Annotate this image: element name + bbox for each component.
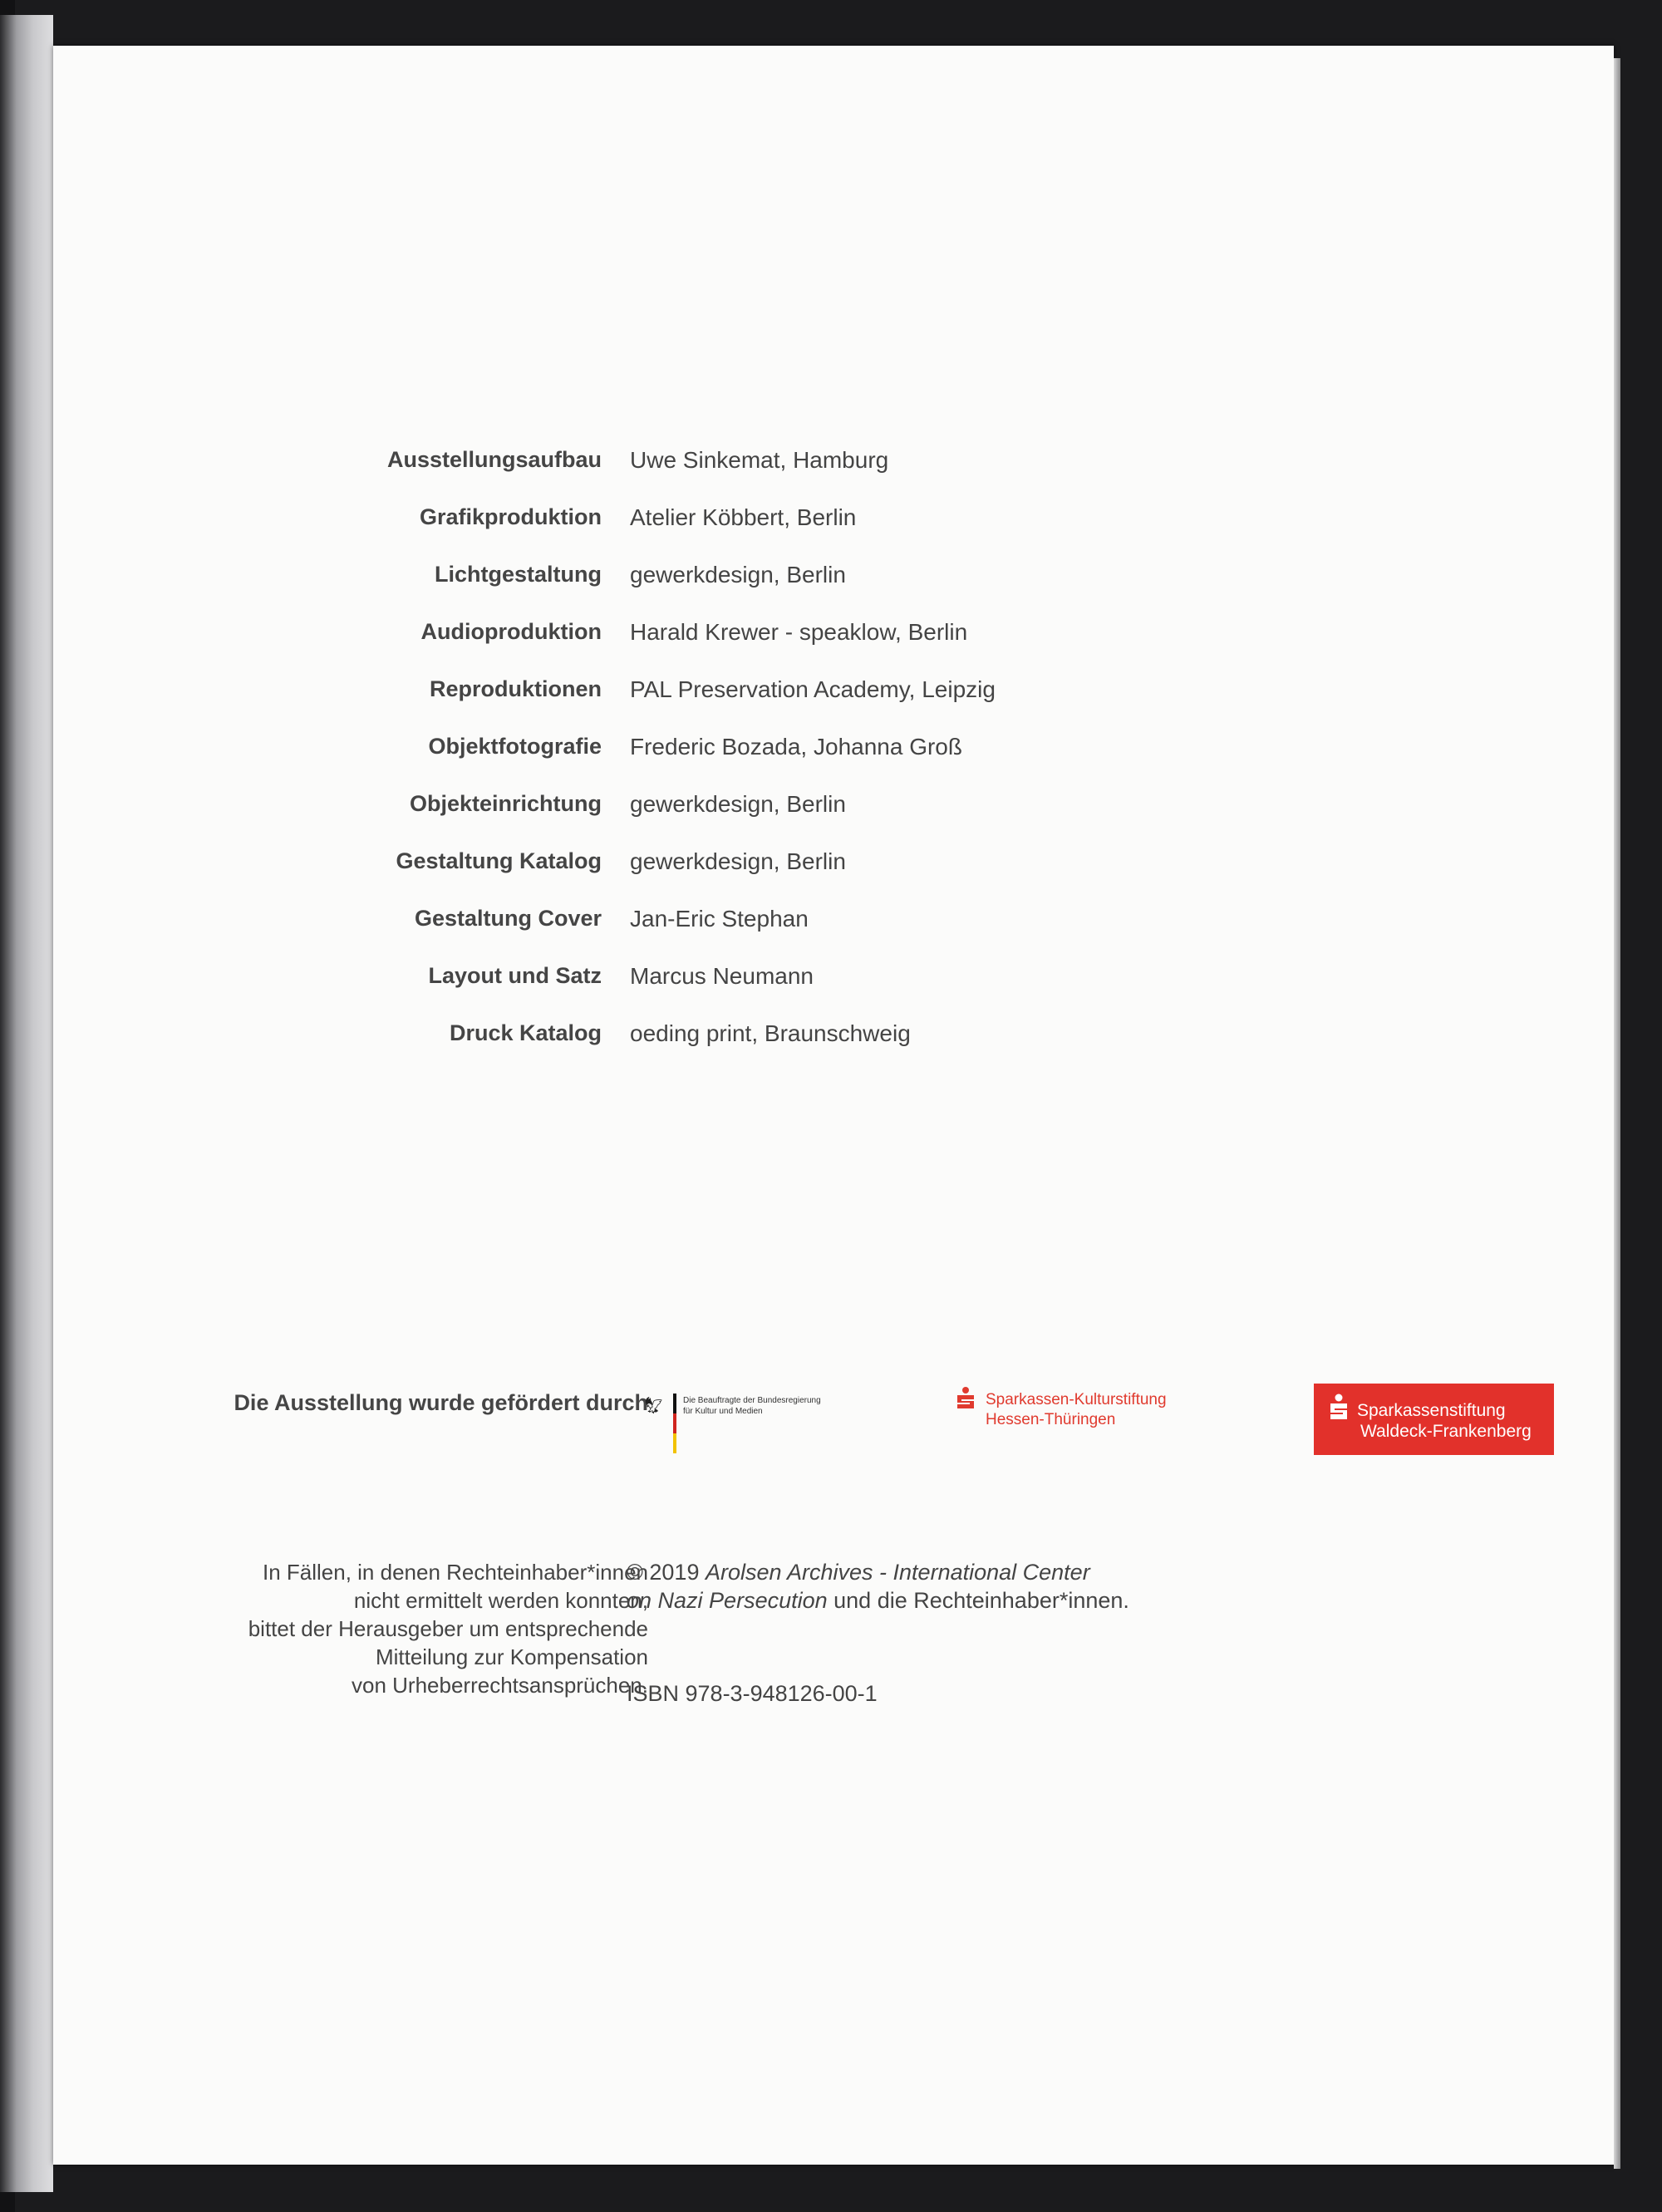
credit-value: gewerkdesign, Berlin	[630, 562, 846, 587]
rights-notice-line: bittet der Herausgeber um entsprechende	[248, 1616, 648, 1641]
credit-value: Frederic Bozada, Johanna Groß	[630, 734, 962, 759]
copyright-line1	[627, 1558, 1374, 1586]
credit-value: Harald Krewer - speaklow, Berlin	[630, 619, 968, 645]
sparkassenstiftung-text	[1357, 1400, 1532, 1442]
credit-row	[53, 562, 1614, 595]
credit-label: Grafikproduktion	[419, 504, 602, 529]
copyright-org: Arolsen Archives - International Center	[705, 1560, 1090, 1585]
book-page	[53, 46, 1614, 2165]
skh-line1: Sparkassen-Kulturstiftung	[986, 1391, 1167, 1408]
bkm-line1: Die Beauftragte der Bundesregierung	[683, 1396, 821, 1405]
credit-label: Objektfotografie	[428, 734, 602, 759]
credit-row	[53, 963, 1614, 996]
credit-value: oeding print, Braunschweig	[630, 1020, 911, 1046]
isbn: ISBN 978-3-948126-00-1	[627, 1681, 878, 1706]
copyright-suffix: und die Rechteinhaber*innen.	[827, 1588, 1129, 1613]
credit-row	[53, 1020, 1614, 1054]
credit-row	[53, 676, 1614, 710]
credit-value: Uwe Sinkemat, Hamburg	[630, 447, 889, 473]
credit-row	[53, 619, 1614, 652]
bkm-logo	[643, 1392, 859, 1458]
sponsors-label: Die Ausstellung wurde gefördert durch	[234, 1390, 648, 1415]
rights-notice-line: von Urheberrechtsansprüchen.	[352, 1673, 648, 1698]
rights-notice-line: Mitteilung zur Kompensation	[375, 1644, 648, 1669]
page-edge	[1614, 58, 1620, 2169]
sparkassenstiftung-logo	[1314, 1384, 1554, 1455]
bkm-line2: für Kultur und Medien	[683, 1407, 763, 1416]
credit-row	[53, 447, 1614, 480]
credit-value: Marcus Neumann	[630, 963, 814, 989]
credit-label: Reproduktionen	[430, 676, 602, 701]
credit-value: Jan-Eric Stephan	[630, 906, 809, 931]
sparkassen-kulturstiftung-logo	[956, 1384, 1205, 1442]
credit-row	[53, 848, 1614, 882]
skh-line2: Hessen-Thüringen	[986, 1411, 1116, 1428]
credit-label: Gestaltung Katalog	[396, 848, 602, 873]
eagle-icon: 🦅︎	[643, 1397, 665, 1415]
book-spine	[0, 15, 53, 2192]
copyright-line2	[627, 1586, 1374, 1615]
credit-row	[53, 906, 1614, 939]
sparkassen-kulturstiftung-text	[986, 1390, 1167, 1430]
credit-label: Ausstellungsaufbau	[386, 447, 602, 472]
credit-value: Atelier Köbbert, Berlin	[630, 504, 857, 530]
rights-notice-line: nicht ermittelt werden konnten,	[353, 1588, 648, 1613]
german-flag-icon	[673, 1394, 676, 1453]
sparkasse-icon	[1329, 1394, 1349, 1425]
rights-notice	[136, 1558, 648, 1699]
credit-row	[53, 504, 1614, 538]
credit-label: Layout und Satz	[428, 963, 602, 988]
credit-label: Objekteinrichtung	[409, 791, 602, 816]
bkm-logo-text	[683, 1395, 821, 1417]
copyright-org-cont: on Nazi Persecution	[627, 1588, 828, 1613]
sparkasse-icon	[956, 1387, 976, 1408]
credit-label: Lichtgestaltung	[435, 562, 602, 587]
credit-value: gewerkdesign, Berlin	[630, 791, 846, 817]
skw-line1: Sparkassenstiftung	[1357, 1401, 1506, 1420]
rights-notice-line: In Fällen, in denen Rechteinhaber*innen	[262, 1560, 648, 1585]
copyright-prefix: © 2019	[627, 1560, 706, 1585]
credit-label: Audioproduktion	[420, 619, 602, 644]
credit-value: PAL Preservation Academy, Leipzig	[630, 676, 996, 702]
skw-line2: Waldeck-Frankenberg	[1360, 1422, 1532, 1441]
credit-label: Gestaltung Cover	[414, 906, 602, 931]
copyright-notice	[627, 1558, 1374, 1615]
credit-row	[53, 791, 1614, 824]
credit-row	[53, 734, 1614, 767]
credit-label: Druck Katalog	[449, 1020, 602, 1045]
credit-value: gewerkdesign, Berlin	[630, 848, 846, 874]
